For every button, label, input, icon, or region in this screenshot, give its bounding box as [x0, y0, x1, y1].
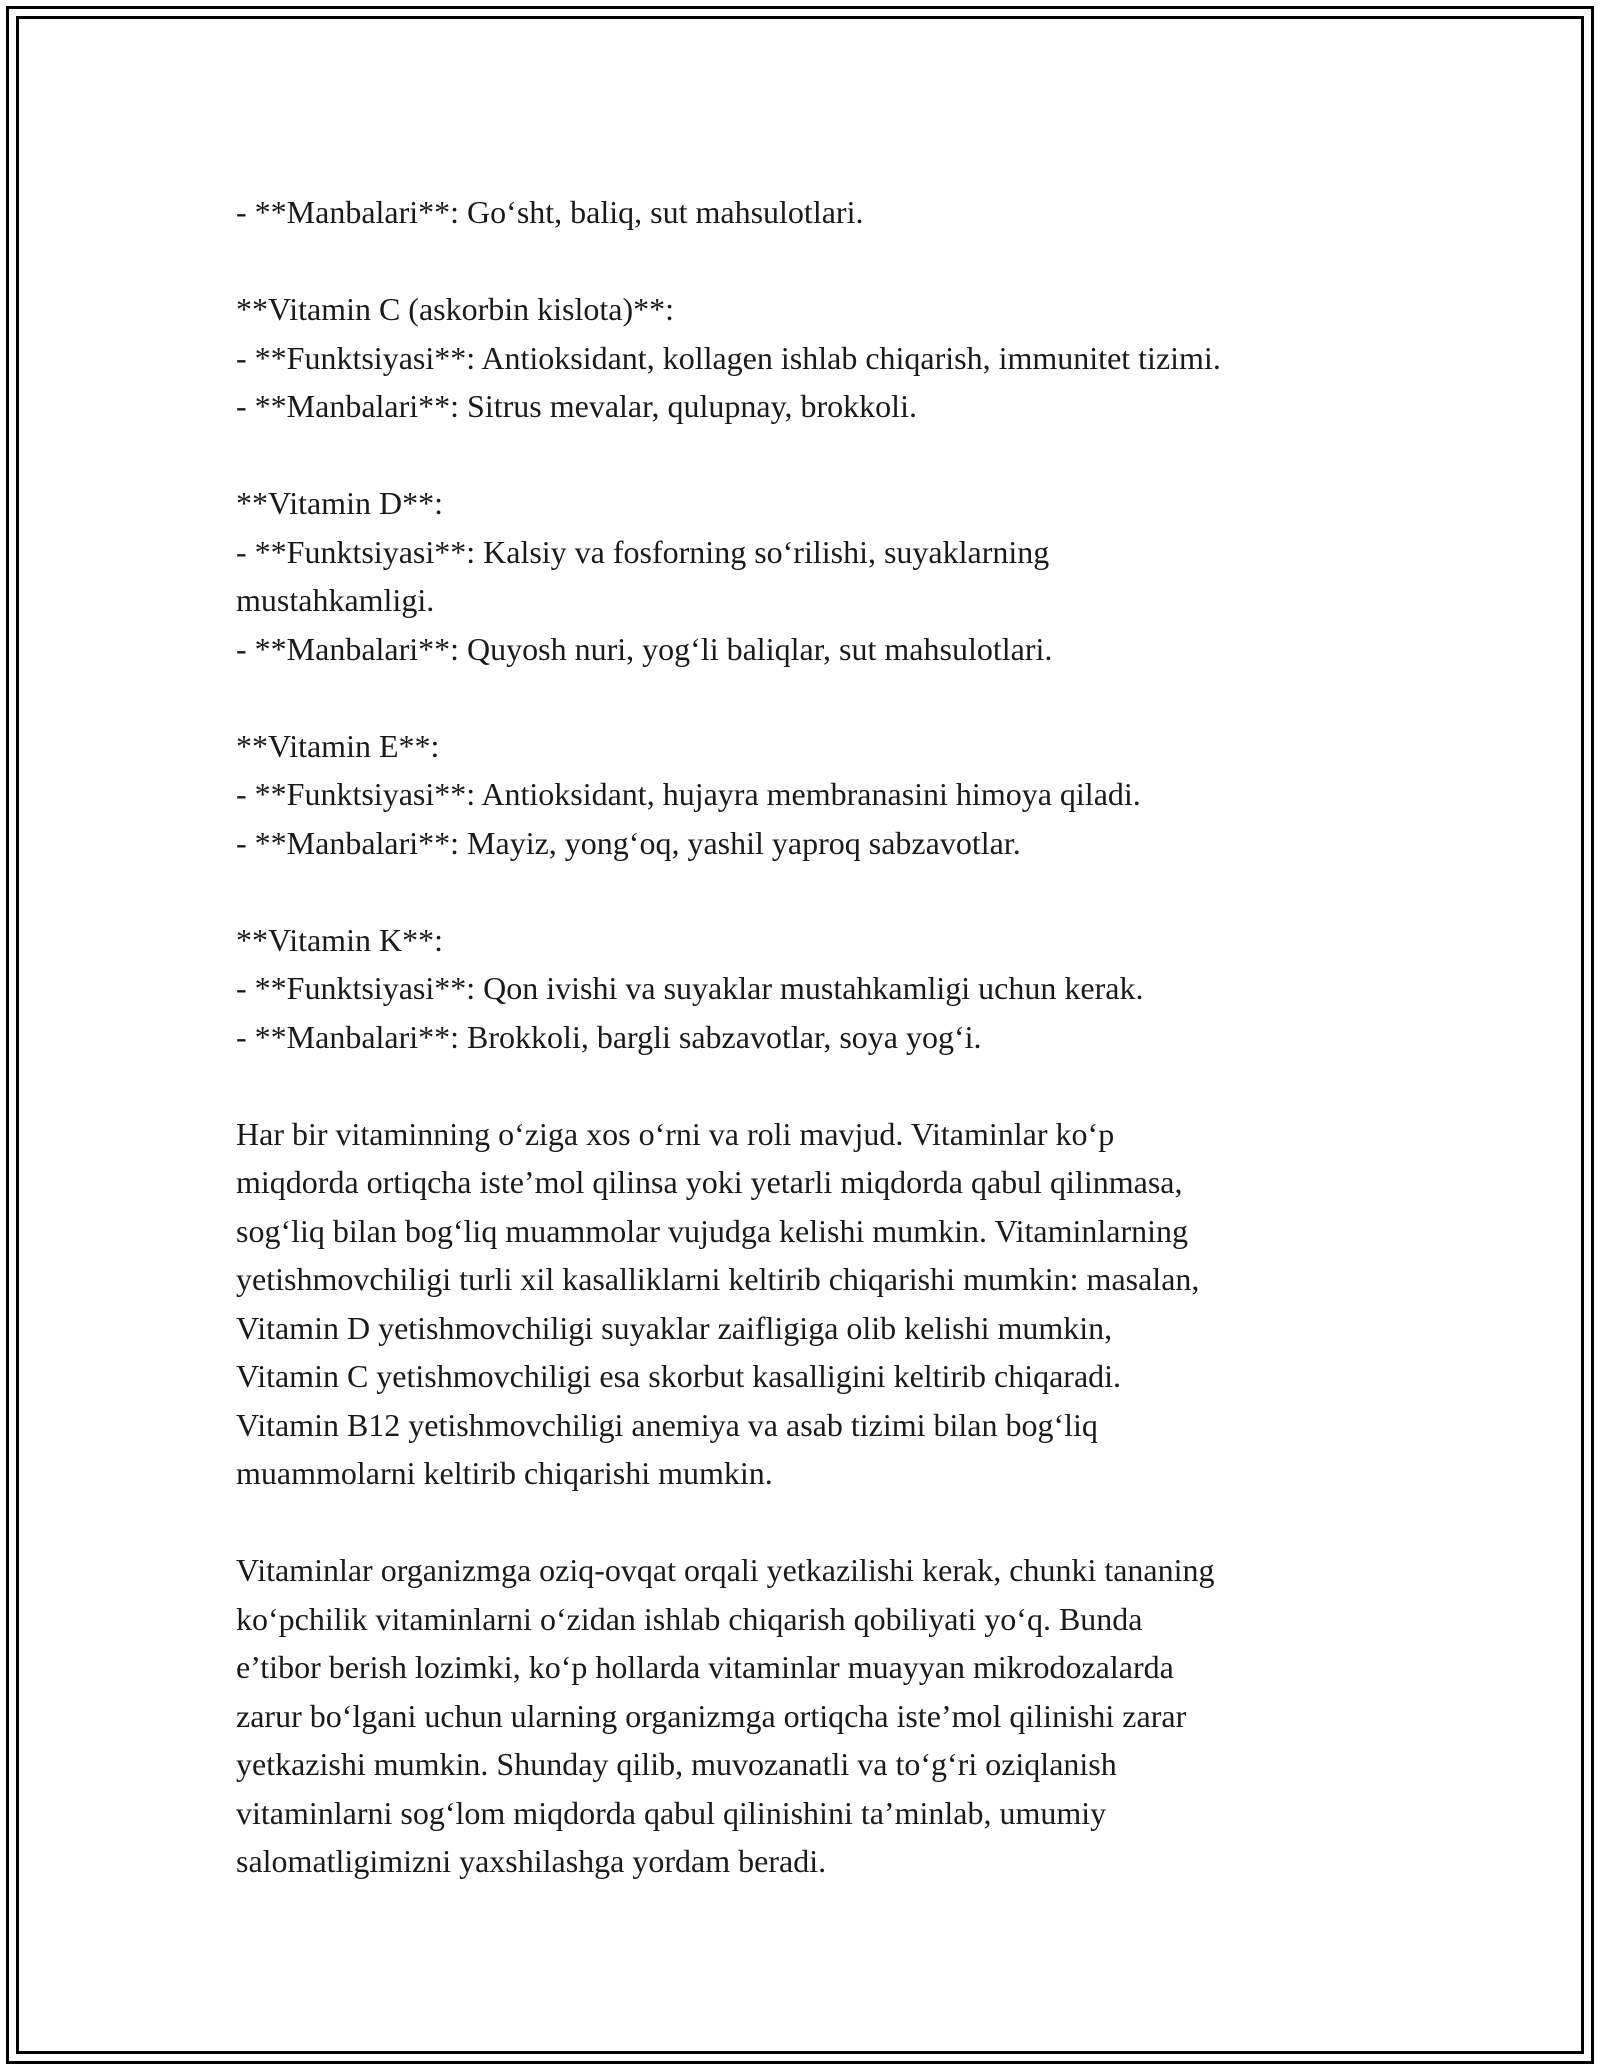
vitamin-e-heading: **Vitamin E**: — [236, 727, 440, 764]
paragraph-line: Vitamin D yetishmovchiligi suyaklar zaifligiga olib kelishi mumkin, — [236, 1309, 1113, 1346]
paragraph-line: zarur bo‘lgani uchun ularning organizmga ortiqcha iste’mol qilinishi zarar — [236, 1697, 1187, 1734]
vitamin-c-function-line: - **Funktsiyasi**: Antioksidant, kollagen ishlab chiqarish, immunitet tizimi. — [236, 339, 1221, 376]
paragraph-line: yetkazishi mumkin. Shunday qilib, muvozanatli va to‘g‘ri oziqlanish — [236, 1746, 1117, 1782]
vitamin-c-heading: **Vitamin C (askorbin kislota)**: — [236, 291, 675, 327]
document-body — [236, 188, 1386, 1934]
vitamin-d-function-line-cont: mustahkamligi. — [236, 582, 435, 618]
vitamin-c-sources-line: - **Manbalari**: Sitrus mevalar, qulupnay, brokkoli. — [236, 388, 917, 424]
paragraph-line: sog‘liq bilan bog‘liq muammolar vujudga kelishi mumkin. Vitaminlarning — [236, 1212, 1189, 1249]
paragraph-vitamin-intake — [236, 1546, 1386, 1886]
paragraph-line: Vitaminlar organizmga oziq-ovqat orqali yetkazilishi kerak, chunki tananing — [236, 1552, 1215, 1588]
vitamin-d-function-line: - **Funktsiyasi**: Kalsiy va fosforning so‘rilishi, suyaklarning — [236, 533, 1050, 570]
vitamin-d-heading: **Vitamin D**: — [236, 485, 443, 521]
vitamin-k-heading: **Vitamin K**: — [236, 921, 443, 958]
paragraph-line: e’tibor berish lozimki, ko‘p hollarda vitaminlar muayyan mikrodozalarda — [236, 1649, 1174, 1685]
vitamin-d-sources-line: - **Manbalari**: Quyosh nuri, yog‘li baliqlar, sut mahsulotlari. — [236, 630, 1053, 667]
vitamin-k-block — [236, 916, 1386, 1062]
paragraph-line: Vitamin B12 yetishmovchiligi anemiya va asab tizimi bilan bog‘liq — [236, 1406, 1098, 1443]
paragraph-line: miqdorda ortiqcha iste’mol qilinsa yoki yetarli miqdorda qabul qilinmasa, — [236, 1164, 1183, 1200]
paragraph-line: yetishmovchiligi turli xil kasalliklarni keltirib chiqarishi mumkin: masalan, — [236, 1261, 1200, 1297]
paragraph-vitamin-roles — [236, 1110, 1386, 1498]
paragraph-line: ko‘pchilik vitaminlarni o‘zidan ishlab chiqarish qobiliyati yo‘q. Bunda — [236, 1600, 1143, 1637]
paragraph-line: Har bir vitaminning o‘ziga xos o‘rni va roli mavjud. Vitaminlar ko‘p — [236, 1115, 1115, 1152]
paragraph-line: muammolarni keltirib chiqarishi mumkin. — [236, 1455, 773, 1491]
vitamin-e-function-line: - **Funktsiyasi**: Antioksidant, hujayra membranasini himoya qiladi. — [236, 776, 1141, 812]
vitamin-c-block — [236, 285, 1386, 431]
vitamin-e-block — [236, 722, 1386, 868]
vitamin-k-sources-line: - **Manbalari**: Brokkoli, bargli sabzavotlar, soya yog‘i. — [236, 1018, 982, 1055]
vitamin-e-sources-line: - **Manbalari**: Mayiz, yong‘oq, yashil yaproq sabzavotlar. — [236, 824, 1021, 861]
paragraph-line: salomatligimizni yaxshilashga yordam beradi. — [236, 1843, 827, 1879]
vitamin-d-block — [236, 479, 1386, 673]
intro-block — [236, 188, 1386, 237]
vitamin-k-function-line: - **Funktsiyasi**: Qon ivishi va suyaklar mustahkamligi uchun kerak. — [236, 970, 1144, 1006]
intro-line: - **Manbalari**: Go‘sht, baliq, sut mahsulotlari. — [236, 194, 864, 230]
paragraph-line: Vitamin C yetishmovchiligi esa skorbut kasalligini keltirib chiqaradi. — [236, 1358, 1122, 1394]
paragraph-line: vitaminlarni sog‘lom miqdorda qabul qilinishini ta’minlab, umumiy — [236, 1794, 1107, 1831]
